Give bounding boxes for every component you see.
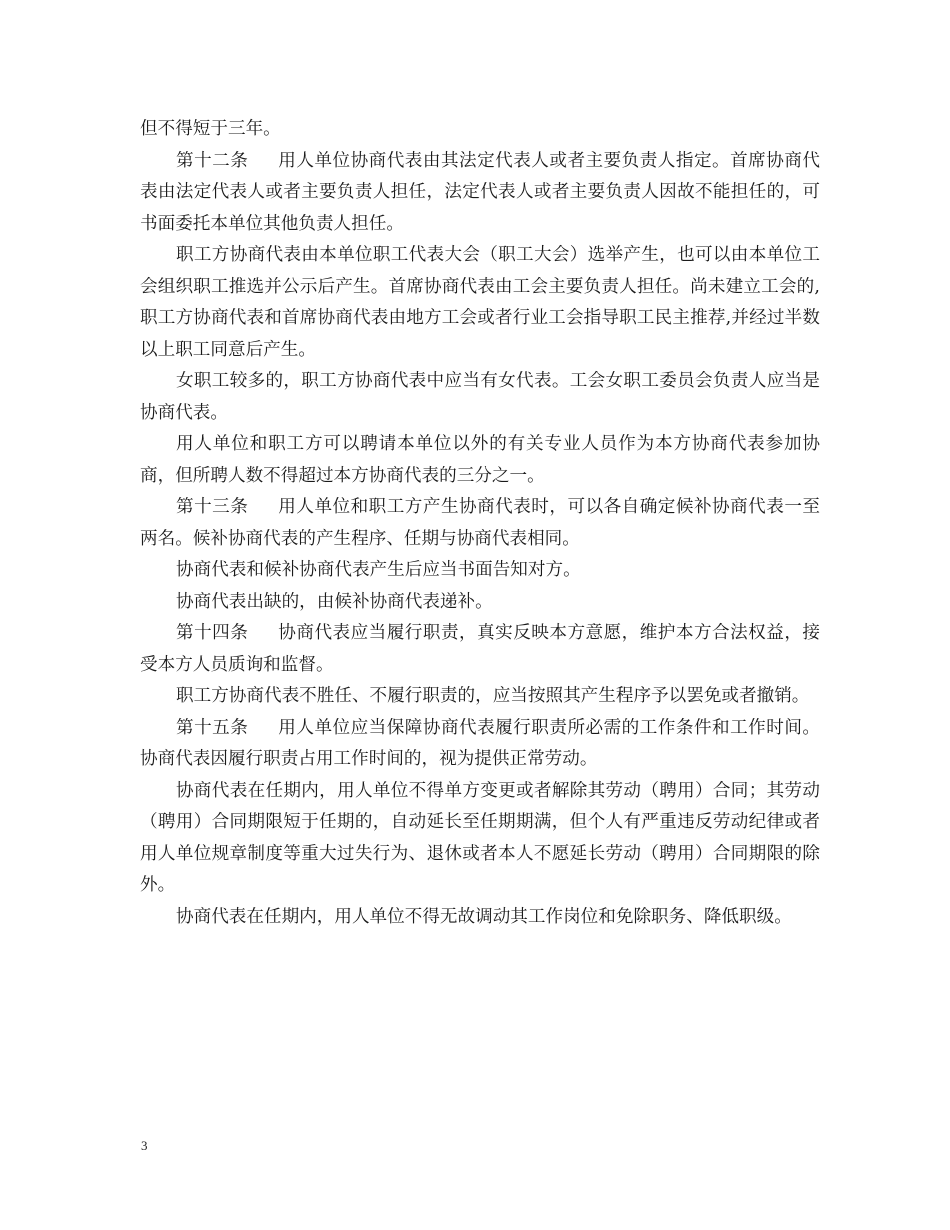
article-paragraph xyxy=(140,146,820,241)
paragraph-text: 协商代表在任期内，用人单位不得单方变更或者解除其劳动（聘用）合同；其劳动（聘用）合同期限短于任期的，自动延长至任期期满，但个人有严重违反劳动纪律或者用人单位规章制度等重大过失行为、退休或者本人不愿延长劳动（聘用）合同期限的除外。 xyxy=(140,780,820,895)
page-number: 3 xyxy=(141,1138,148,1153)
article-number: 第十四条 xyxy=(176,623,249,643)
paragraph-text: 用人单位协商代表由其法定代表人或者主要负责人指定。首席协商代表由法定代表人或者主要负责人担任，法定代表人或者主要负责人因故不能担任的，可书面委托本单位其他负责人担任。 xyxy=(140,150,820,234)
article-number: 第十五条 xyxy=(176,717,249,738)
paragraph xyxy=(140,366,820,429)
paragraph-text: 用人单位应当保障协商代表履行职责所必需的工作条件和工作时间。协商代表因履行职责占用工作时间的，视为提供正常劳动。 xyxy=(140,717,820,769)
paragraph xyxy=(140,114,820,146)
paragraph-text: 协商代表出缺的，由候补协商代表递补。 xyxy=(176,591,493,612)
paragraph-text: 职工方协商代表不胜任、不履行职责的，应当按照其产生程序予以罢免或者撤销。 xyxy=(176,686,810,706)
paragraph-text: 但不得短于三年。 xyxy=(140,119,281,139)
paragraph xyxy=(140,776,820,902)
paragraph xyxy=(140,587,820,619)
paragraph-text: 协商代表应当履行职责，真实反映本方意愿，维护本方合法权益，接受本方人员质询和监督。 xyxy=(140,623,820,675)
paragraph-text: 协商代表和候补协商代表产生后应当书面告知对方。 xyxy=(176,560,581,580)
paragraph xyxy=(140,240,820,366)
article-paragraph xyxy=(140,492,820,555)
paragraph-text: 协商代表在任期内，用人单位不得无故调动其工作岗位和免除职务、降低职级。 xyxy=(176,906,792,927)
article-paragraph xyxy=(140,713,820,776)
paragraph-text: 用人单位和职工方产生协商代表时，可以各自确定候补协商代表一至两名。候补协商代表的产生程序、任期与协商代表相同。 xyxy=(140,497,820,549)
paragraph-text: 女职工较多的，职工方协商代表中应当有女代表。工会女职工委员会负责人应当是协商代表。 xyxy=(140,371,820,423)
paragraph xyxy=(140,681,820,713)
paragraph xyxy=(140,902,820,934)
paragraph-text: 职工方协商代表由本单位职工代表大会（职工大会）选举产生，也可以由本单位工会组织职工推选并公示后产生。首席协商代表由工会主要负责人担任。尚未建立工会的,职工方协商代表和首席协商代表由地方工会或者行业工会指导职工民主推荐,并经过半数以上职工同意后产生。 xyxy=(140,245,820,360)
article-paragraph xyxy=(140,618,820,681)
paragraph xyxy=(140,555,820,587)
paragraph-text: 用人单位和职工方可以聘请本单位以外的有关专业人员作为本方协商代表参加协商，但所聘人数不得超过本方协商代表的三分之一。 xyxy=(140,434,820,486)
document-body xyxy=(140,114,820,933)
paragraph xyxy=(140,429,820,492)
article-number: 第十三条 xyxy=(176,497,249,517)
article-number: 第十二条 xyxy=(176,150,249,171)
